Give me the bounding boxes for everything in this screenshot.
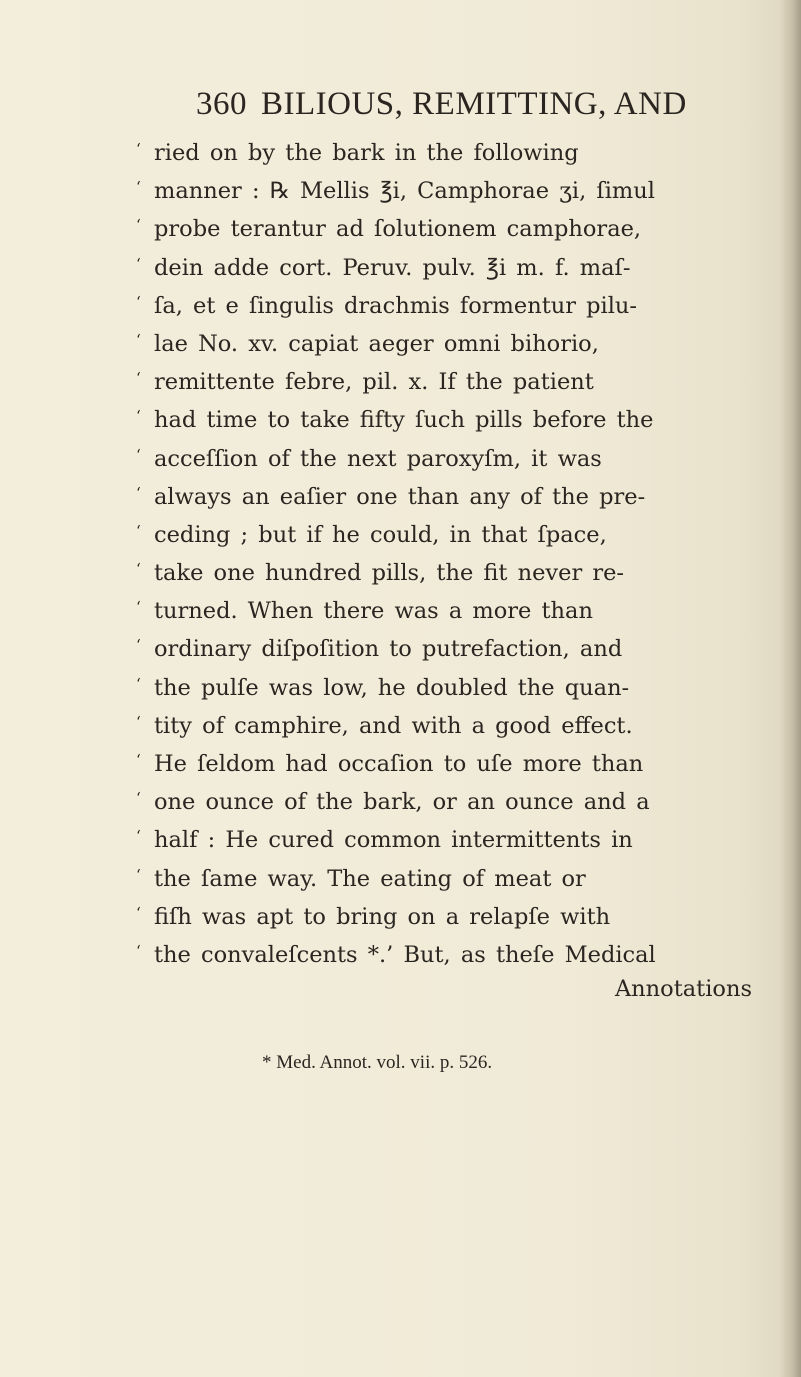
text-line <box>136 397 756 435</box>
quote-mark: ‘ <box>136 330 141 349</box>
quote-mark: ‘ <box>136 369 141 388</box>
line-text: ordinary diſpoſition to putrefaction, and <box>154 636 623 663</box>
line-text: Annotations <box>614 976 752 1003</box>
line-text: tity of camphire, and with a good effect. <box>154 712 633 739</box>
text-line <box>136 359 756 397</box>
text-line <box>136 321 756 359</box>
line-text: fiſh was apt to bring on a relapſe with <box>154 903 611 930</box>
line-text: acceſſion of the next paroxyſm, it was <box>154 445 602 472</box>
quote-mark: ‘ <box>136 636 141 655</box>
text-line <box>136 817 756 855</box>
text-line <box>136 626 756 664</box>
quote-mark: ‘ <box>136 560 141 579</box>
line-text: ried on by the bark in the following <box>154 140 579 166</box>
quote-mark: ‘ <box>136 789 141 808</box>
text-line <box>136 436 756 474</box>
quote-mark: ‘ <box>136 712 141 731</box>
quote-mark: ‘ <box>136 903 141 922</box>
text-line <box>136 703 756 741</box>
text-line <box>136 550 756 588</box>
line-text: manner : ℞ Mellis ℥i, Camphorae ʒi, ſimul <box>154 178 655 205</box>
text-line-last <box>136 970 752 1008</box>
text-line <box>136 474 756 512</box>
quote-mark: ‘ <box>136 140 141 158</box>
line-text: had time to take fifty ſuch pills before the <box>154 407 654 434</box>
line-text: the pulſe was low, he doubled the quan- <box>154 674 630 701</box>
text-line <box>136 168 756 206</box>
text-line <box>136 130 756 168</box>
line-text: lae No. xv. capiat aeger omni bihorio, <box>154 330 599 357</box>
line-text: the convaleſcents *.’ But, as theſe Medical <box>154 941 656 968</box>
line-text: the ſame way. The eating of meat or <box>154 865 586 892</box>
quote-mark: ‘ <box>136 254 141 273</box>
quote-mark: ‘ <box>136 483 141 502</box>
line-text: one ounce of the bark, or an ounce and a <box>154 789 650 816</box>
line-text: ceding ; but if he could, in that ſpace, <box>154 521 607 548</box>
text-line <box>136 856 756 894</box>
quote-mark: ‘ <box>136 178 141 197</box>
quote-mark: ‘ <box>136 407 141 426</box>
quote-mark: ‘ <box>136 521 141 540</box>
quote-mark: ‘ <box>136 445 141 464</box>
text-line <box>136 932 756 970</box>
text-line <box>136 588 756 626</box>
quote-mark: ‘ <box>136 827 141 846</box>
text-line <box>136 741 756 779</box>
line-text: always an eaſier one than any of the pre- <box>154 483 646 510</box>
text-line <box>136 245 756 283</box>
footnote: * Med. Annot. vol. vii. p. 526. <box>262 1052 493 1073</box>
quote-mark: ‘ <box>136 674 141 693</box>
body-text <box>136 130 756 1008</box>
quote-mark: ‘ <box>136 216 141 235</box>
text-line <box>136 206 756 244</box>
line-text: He ſeldom had occaſion to uſe more than <box>154 751 644 777</box>
quote-mark: ‘ <box>136 751 141 769</box>
text-line <box>136 512 756 550</box>
line-text: ſa, et e ſingulis drachmis formentur pilu- <box>154 292 638 319</box>
line-text: turned. When there was a more than <box>154 598 593 625</box>
text-line <box>136 283 756 321</box>
quote-mark: ‘ <box>136 941 141 960</box>
quote-mark: ‘ <box>136 865 141 884</box>
quote-mark: ‘ <box>136 598 141 617</box>
line-text: half : He cured common intermittents in <box>154 827 633 854</box>
page-edge-shadow <box>779 0 801 1377</box>
running-head-title: BILIOUS, REMITTING, AND <box>261 86 687 122</box>
line-text: take one hundred pills, the fit never re- <box>154 560 625 587</box>
page-number: 360 <box>196 86 247 122</box>
line-text: dein adde cort. Peruv. pulv. ℥i m. f. maſ- <box>154 254 631 281</box>
text-line <box>136 894 756 932</box>
text-line <box>136 779 756 817</box>
running-head <box>196 86 716 130</box>
line-text: probe terantur ad ſolutionem camphorae, <box>154 216 642 243</box>
text-line <box>136 665 756 703</box>
line-text: remittente febre, pil. x. If the patient <box>154 369 594 396</box>
quote-mark: ‘ <box>136 292 141 311</box>
